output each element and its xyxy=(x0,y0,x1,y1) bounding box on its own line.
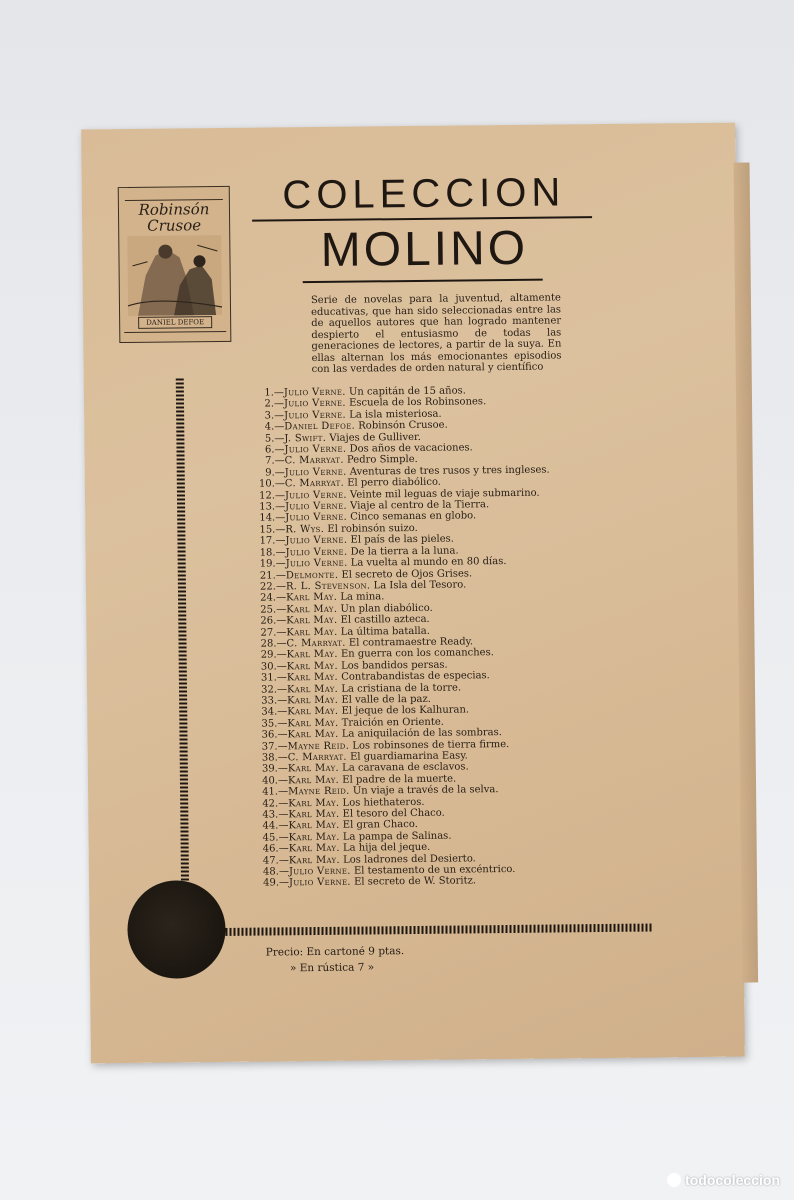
book-dash: — xyxy=(277,740,288,753)
book-number: 43. xyxy=(262,809,279,821)
book-dash: — xyxy=(274,444,285,456)
book-dash: — xyxy=(277,718,288,730)
book-title: La cristiana de la torre. xyxy=(341,682,462,695)
book-author: Karl May. xyxy=(287,728,339,741)
book-author: J. Swift. xyxy=(284,432,327,444)
book-author: Karl May. xyxy=(287,774,340,787)
book-author: C. Marryat. xyxy=(284,477,345,490)
book-dash: — xyxy=(278,786,289,798)
book-number: 30. xyxy=(260,661,277,673)
book-number: 39. xyxy=(261,763,278,775)
book-dash: — xyxy=(275,524,286,536)
book-author: Karl May. xyxy=(287,763,340,775)
book-title: El país de las pieles. xyxy=(350,533,455,546)
book-dash: — xyxy=(276,626,287,638)
book-title: De la tierra a la luna. xyxy=(350,545,459,558)
book-dash: — xyxy=(273,387,284,399)
book-author: Julio Verne. xyxy=(285,512,348,524)
book-number: 46. xyxy=(262,843,279,855)
book-list xyxy=(254,384,579,889)
book-title: Los ladrones del Desierto. xyxy=(343,853,476,866)
book-number: 9. xyxy=(265,467,275,479)
book-dash: — xyxy=(275,558,286,570)
book-title: El perro diabólico. xyxy=(347,476,442,489)
book-author: Julio Verne. xyxy=(284,489,347,501)
intro-paragraph: Serie de novelas para la juventud, altamente educativas, que han sido seleccionadas entre las de aquellos autores que han logrado mantener despierto el entusiasmo de todas las generaciones de lectores, a partir de la suya. En ellas alternan los más emocionantes episodios con las verdades de orden natural y científico xyxy=(310,292,562,376)
book-author: Mayne Reid. xyxy=(287,740,350,752)
book-title: Un plan diabólico. xyxy=(340,602,433,615)
collection-title-line1: COLECCION xyxy=(282,170,566,218)
book-dash: — xyxy=(276,615,287,627)
book-number: 22. xyxy=(259,581,276,593)
book-number: 42. xyxy=(262,798,279,810)
book-title: El contramaestre Ready. xyxy=(348,636,474,649)
book-number: 45. xyxy=(262,832,279,844)
book-author: Karl May. xyxy=(288,820,340,832)
book-author: Karl May. xyxy=(286,671,339,684)
book-number: 4. xyxy=(264,421,275,433)
book-author: Delmonte. xyxy=(285,569,339,581)
decorative-circle xyxy=(127,880,226,979)
book-number: 48. xyxy=(262,866,279,878)
book-dash: — xyxy=(275,512,286,524)
cover-author: DANIEL DEFOE xyxy=(138,316,212,329)
book-dash: — xyxy=(274,489,286,502)
book-title: Los hiethateros. xyxy=(342,796,425,809)
book-title: En guerra con los comanches. xyxy=(340,647,494,661)
book-title: Dos años de vacaciones. xyxy=(349,442,473,455)
book-title: El padre de la muerte. xyxy=(342,773,457,786)
book-number: 49. xyxy=(263,877,280,890)
book-title: La pampa de Salinas. xyxy=(342,830,452,843)
book-author: Karl May. xyxy=(288,843,340,855)
book-number: 7. xyxy=(265,455,275,467)
book-title: El secreto de W. Storitz. xyxy=(354,875,477,889)
book-author: Karl May. xyxy=(288,831,340,844)
book-number: 27. xyxy=(260,626,277,639)
book-number: 40. xyxy=(261,775,279,787)
book-list-item xyxy=(259,875,579,890)
book-dash: — xyxy=(274,410,285,422)
book-number: 5. xyxy=(264,433,275,445)
collection-title-line2: MOLINO xyxy=(320,221,529,277)
book-dash: — xyxy=(276,649,287,661)
book-dash: — xyxy=(277,695,288,707)
book-dash: — xyxy=(273,398,285,410)
book-author: Mayne Reid. xyxy=(288,785,350,798)
book-title: Un capitán de 15 años. xyxy=(348,385,466,398)
book-number: 36. xyxy=(261,729,278,741)
book-number: 26. xyxy=(260,615,277,627)
book-title: El guardiamarina Easy. xyxy=(350,750,468,763)
book-author: Julio Verne. xyxy=(284,466,347,479)
book-number: 33. xyxy=(261,695,278,707)
book-dash: — xyxy=(278,809,289,821)
book-author: Karl May. xyxy=(287,706,339,718)
book-author: Karl May. xyxy=(286,683,339,695)
book-dash: — xyxy=(276,661,287,673)
book-title: El tesoro del Chaco. xyxy=(342,807,445,820)
book-author: Karl May. xyxy=(287,717,339,730)
book-number: 2. xyxy=(264,398,275,410)
book-dash: — xyxy=(277,763,288,775)
book-dash: — xyxy=(274,455,285,467)
book-dash: — xyxy=(276,638,287,650)
book-number: 3. xyxy=(264,410,275,422)
book-author: Karl May. xyxy=(286,614,338,627)
book-number: 14. xyxy=(259,512,276,525)
book-dash: — xyxy=(274,467,285,479)
book-dash: — xyxy=(278,832,289,844)
price-line-rustica: » En rústica 7 » xyxy=(289,961,375,975)
book-author: Karl May. xyxy=(286,660,338,673)
book-title: El jeque de los Kalhuran. xyxy=(341,704,470,718)
book-number: 13. xyxy=(259,501,276,513)
book-title: Cinco semanas en globo. xyxy=(350,510,477,524)
book-title: Aventuras de tres rusos y tres ingleses. xyxy=(349,464,550,478)
book-author: Karl May. xyxy=(288,854,340,866)
book-title: El secreto de Ojos Grises. xyxy=(341,567,473,581)
book-title: La aniquilación de las sombras. xyxy=(341,727,502,740)
catalog-page xyxy=(81,123,745,1064)
book-title: El gran Chaco. xyxy=(342,819,418,832)
book-dash: — xyxy=(277,729,288,741)
book-number: 10. xyxy=(258,478,275,490)
book-author: Julio Verne. xyxy=(284,409,347,422)
book-dash: — xyxy=(275,581,286,593)
book-dash: — xyxy=(275,569,286,581)
cover-title: Robinsón Crusoe xyxy=(138,200,210,235)
book-author: Karl May. xyxy=(286,626,338,638)
book-author: C. Marryat. xyxy=(286,637,346,650)
book-number: 38. xyxy=(261,752,278,764)
book-number: 21. xyxy=(259,569,276,582)
book-dash: — xyxy=(277,706,288,718)
book-author: Karl May. xyxy=(288,808,340,821)
book-title: Robinsón Crusoe. xyxy=(358,419,448,432)
book-number: 6. xyxy=(264,444,275,456)
book-author: Julio Verne. xyxy=(283,398,346,410)
book-number: 15. xyxy=(259,524,276,536)
book-author: Karl May. xyxy=(285,592,338,604)
book-author: R. Wys. xyxy=(285,523,325,536)
watermark-text: todocoleccion xyxy=(685,1172,780,1188)
book-number: 32. xyxy=(261,683,278,696)
book-title: La hija del jeque. xyxy=(342,842,431,854)
book-dash: — xyxy=(278,820,289,832)
book-title: Un viaje a través de la selva. xyxy=(352,784,499,797)
book-dash: — xyxy=(275,535,286,547)
book-number: 34. xyxy=(261,706,278,718)
book-number: 18. xyxy=(259,547,276,559)
book-dash: — xyxy=(278,866,289,878)
book-title: Pedro Simple. xyxy=(346,454,418,467)
book-number: 19. xyxy=(259,558,276,570)
book-number: 44. xyxy=(262,820,279,833)
book-dash: — xyxy=(277,775,289,787)
book-author: Julio Verne. xyxy=(284,443,347,456)
book-title: Los robinsones de tierra firme. xyxy=(352,738,510,752)
book-author: Karl May. xyxy=(287,694,339,707)
book-number: 12. xyxy=(259,490,276,502)
book-number: 17. xyxy=(259,535,276,547)
cover-bottom-strip xyxy=(124,331,226,339)
book-author: Daniel Defoe. xyxy=(284,420,356,433)
book-dash: — xyxy=(276,604,287,616)
cover-illustration xyxy=(127,235,222,316)
decorative-vertical-bar xyxy=(176,378,190,938)
book-title: La mina. xyxy=(340,591,385,604)
book-title: La vuelta al mundo en 80 días. xyxy=(350,556,507,569)
book-author: Julio Verne. xyxy=(285,557,348,570)
book-number: 25. xyxy=(260,604,277,616)
book-title: Viaje al centro de la Tierra. xyxy=(350,499,490,512)
book-dash: — xyxy=(278,854,289,867)
book-dash: — xyxy=(278,797,289,810)
book-title: La Isla del Tesoro. xyxy=(373,579,467,592)
book-author: Julio Verne. xyxy=(283,386,346,399)
book-dash: — xyxy=(276,683,288,695)
book-author: Julio Verne. xyxy=(285,500,348,513)
book-dash: — xyxy=(276,672,287,684)
book-author: Karl May. xyxy=(288,797,340,809)
book-author: Karl May. xyxy=(286,603,338,616)
book-dash: — xyxy=(274,421,285,433)
book-dash: — xyxy=(274,478,285,490)
book-number: 47. xyxy=(262,855,279,867)
book-title: El castillo azteca. xyxy=(340,613,430,626)
book-title: La caravana de esclavos. xyxy=(342,761,469,775)
book-title: Veinte mil leguas de viaje submarino. xyxy=(349,487,540,501)
book-author: Julio Verne. xyxy=(288,877,351,889)
book-number: 24. xyxy=(260,592,277,604)
book-dash: — xyxy=(277,752,288,764)
book-dash: — xyxy=(278,877,290,889)
book-title: Los bandidos persas. xyxy=(341,659,448,672)
book-number: 35. xyxy=(261,718,278,730)
book-dash: — xyxy=(275,547,286,559)
book-title: El robinsón suizo. xyxy=(327,522,418,535)
watermark-logo-icon xyxy=(667,1173,681,1187)
book-author: C. Marryat. xyxy=(287,751,347,764)
book-author: Julio Verne. xyxy=(288,865,351,878)
book-dash: — xyxy=(274,432,285,445)
book-author: Karl May. xyxy=(286,649,338,661)
book-title: Escuela de los Robinsones. xyxy=(349,396,487,410)
watermark xyxy=(667,1172,780,1188)
decorative-horizontal-bar xyxy=(181,924,651,937)
book-dash: — xyxy=(275,592,287,604)
book-number: 29. xyxy=(260,649,277,661)
book-author: C. Marryat. xyxy=(284,455,344,467)
book-dash: — xyxy=(278,843,289,855)
robinson-crusoe-cover-thumbnail xyxy=(118,186,232,343)
book-title: Viajes de Gulliver. xyxy=(329,431,421,444)
book-number: 28. xyxy=(260,638,277,650)
book-number: 31. xyxy=(260,672,277,684)
title-rule-bottom xyxy=(303,279,543,284)
book-author: R. L. Stevenson. xyxy=(285,580,371,593)
book-title: La isla misteriosa. xyxy=(349,408,442,421)
book-number: 41. xyxy=(262,786,279,798)
book-dash: — xyxy=(275,501,286,513)
book-title: El testamento de un excéntrico. xyxy=(353,864,516,877)
book-title: El valle de la paz. xyxy=(341,693,431,706)
book-number: 37. xyxy=(261,741,278,753)
book-title: La última batalla. xyxy=(340,625,430,638)
book-title: Traición en Oriente. xyxy=(341,716,444,729)
book-author: Julio Verne. xyxy=(285,534,348,547)
book-author: Julio Verne. xyxy=(285,546,348,559)
price-line-cartone: Precio: En cartoné 9 ptas. xyxy=(265,945,405,959)
book-number: 1. xyxy=(264,387,274,399)
book-title: Contrabandistas de especias. xyxy=(341,670,490,683)
